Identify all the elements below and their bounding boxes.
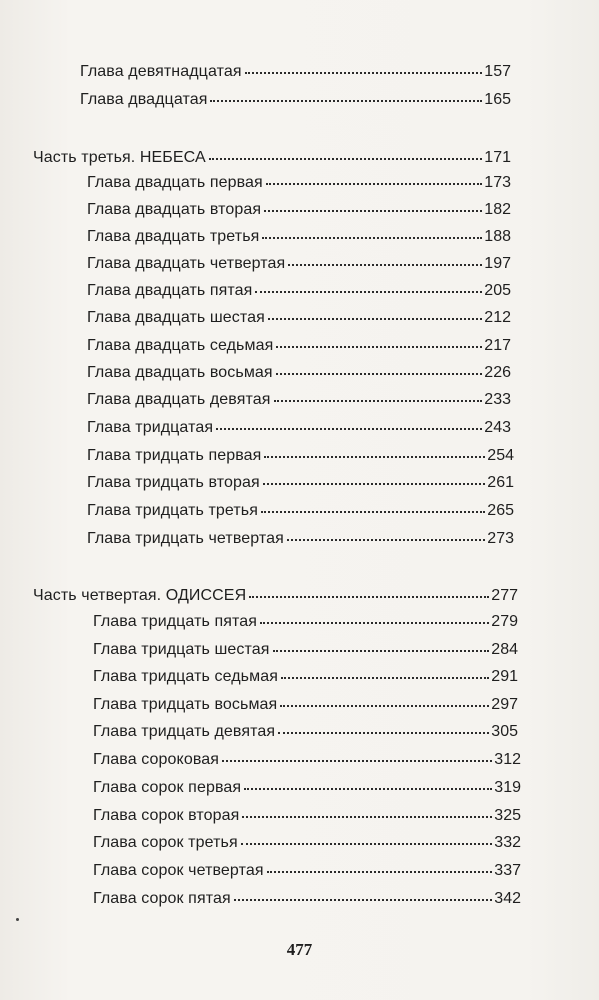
- toc-page-number: 197: [484, 255, 511, 272]
- toc-chapter-line: [87, 418, 511, 438]
- toc-title: Глава двадцать седьмая: [87, 337, 274, 354]
- toc-chapter-line: [87, 363, 511, 383]
- dot-leader: [234, 899, 493, 901]
- toc-page-number: 297: [491, 696, 518, 713]
- dot-leader: [273, 650, 490, 652]
- toc-title: Глава сорок пятая: [93, 890, 231, 907]
- toc-title: Часть третья. НЕБЕСА: [33, 149, 206, 166]
- toc-title: Глава тридцать шестая: [93, 641, 270, 658]
- toc-chapter-line: [87, 254, 511, 274]
- toc-page-number: 337: [494, 862, 521, 879]
- toc-chapter-line: [87, 200, 511, 220]
- dot-leader: [261, 511, 485, 513]
- toc-page-number: 173: [484, 174, 511, 191]
- toc-chapter-line: [93, 640, 518, 660]
- toc-title: Глава сорок вторая: [93, 807, 240, 824]
- toc-chapter-line: [87, 446, 514, 466]
- toc-chapter-line: [93, 722, 518, 742]
- dot-leader: [244, 788, 492, 790]
- toc-chapter-line: [80, 90, 511, 110]
- dot-leader: [263, 483, 486, 485]
- toc-chapter-line: [87, 390, 511, 410]
- dot-leader: [209, 158, 483, 160]
- toc-title: Глава двадцать четвертая: [87, 255, 286, 272]
- toc-page-number: 243: [484, 419, 511, 436]
- toc-chapter-line: [93, 778, 521, 798]
- toc-chapter-line: [93, 861, 521, 881]
- toc-title: Глава сороковая: [93, 751, 219, 768]
- toc-page-number: 212: [484, 309, 511, 326]
- toc-chapter-line: [87, 501, 514, 521]
- toc-chapter-line: [93, 833, 521, 853]
- toc-title: Глава двадцать восьмая: [87, 364, 273, 381]
- toc-page-number: 265: [487, 502, 514, 519]
- toc-page-number: 165: [484, 91, 511, 108]
- toc-chapter-line: [93, 889, 521, 909]
- toc-page-number: 254: [487, 447, 514, 464]
- toc-title: Глава девятнадцатая: [80, 63, 242, 80]
- dot-leader: [210, 100, 482, 102]
- page-number: 477: [286, 940, 313, 959]
- toc-title: Глава сорок четвертая: [93, 862, 264, 879]
- toc-title: Глава тридцать первая: [87, 447, 262, 464]
- dot-leader: [264, 456, 485, 458]
- dot-leader: [278, 732, 489, 734]
- toc-page-number: 261: [487, 474, 514, 491]
- toc-title: Глава двадцать девятая: [87, 391, 271, 408]
- dot-leader: [268, 318, 482, 320]
- dot-leader: [274, 400, 483, 402]
- toc-title: Глава тридцать восьмая: [93, 696, 278, 713]
- toc-page-number: 284: [491, 641, 518, 658]
- toc-page-number: 273: [487, 530, 514, 547]
- toc-title: Часть четвертая. ОДИССЕЯ: [33, 587, 247, 604]
- toc-title: Глава тридцать третья: [87, 502, 259, 519]
- toc-title: Глава тридцать седьмая: [93, 668, 278, 685]
- toc-chapter-line: [93, 695, 518, 715]
- dot-leader: [242, 816, 492, 818]
- toc-page-number: 277: [491, 587, 518, 604]
- toc-page-number: 233: [484, 391, 511, 408]
- dot-leader: [264, 210, 482, 212]
- toc-title: Глава сорок первая: [93, 779, 242, 796]
- toc-title: Глава тридцать вторая: [87, 474, 260, 491]
- dot-leader: [216, 428, 482, 430]
- print-speck: [16, 918, 19, 921]
- toc-page-number: 182: [484, 201, 511, 218]
- dot-leader: [276, 346, 482, 348]
- toc-page-number: 171: [484, 149, 511, 166]
- toc-chapter-line: [87, 336, 511, 356]
- toc-page-number: 157: [484, 63, 511, 80]
- toc-title: Глава тридцать пятая: [93, 613, 258, 630]
- dot-leader: [266, 183, 482, 185]
- dot-leader: [245, 72, 483, 74]
- toc-page-number: 305: [491, 723, 518, 740]
- toc-title: Глава двадцать третья: [87, 228, 260, 245]
- toc-chapter-line: [93, 750, 521, 770]
- toc-chapter-line: [93, 667, 518, 687]
- toc-chapter-line: [87, 227, 511, 247]
- dot-leader: [262, 237, 482, 239]
- toc-page-number: 226: [484, 364, 511, 381]
- toc-chapter-line: [87, 473, 514, 493]
- toc-title: Глава двадцать вторая: [87, 201, 262, 218]
- toc-title: Глава двадцать первая: [87, 174, 263, 191]
- toc-title: Глава тридцать четвертая: [87, 530, 284, 547]
- toc-page-number: 217: [484, 337, 511, 354]
- dot-leader: [287, 539, 485, 541]
- toc-page-number: 291: [491, 668, 518, 685]
- dot-leader: [249, 596, 489, 598]
- dot-leader: [267, 871, 493, 873]
- toc-title: Глава тридцатая: [87, 419, 214, 436]
- toc-page-number: 342: [494, 890, 521, 907]
- dot-leader: [222, 760, 492, 762]
- toc-page-number: 312: [494, 751, 521, 768]
- dot-leader: [281, 677, 489, 679]
- dot-leader: [276, 373, 483, 375]
- toc-title: Глава сорок третья: [93, 834, 238, 851]
- toc-part-line: [33, 586, 518, 606]
- toc-chapter-line: [93, 612, 518, 632]
- dot-leader: [280, 705, 489, 707]
- toc-part-line: [33, 148, 511, 168]
- toc-chapter-line: [93, 806, 521, 826]
- toc-page-number: 205: [484, 282, 511, 299]
- dot-leader: [255, 291, 482, 293]
- toc-chapter-line: [87, 173, 511, 193]
- toc-chapter-line: [87, 281, 511, 301]
- toc-title: Глава двадцатая: [80, 91, 208, 108]
- dot-leader: [241, 843, 493, 845]
- toc-title: Глава двадцать пятая: [87, 282, 253, 299]
- toc-title: Глава двадцать шестая: [87, 309, 265, 326]
- toc-page-number: 188: [484, 228, 511, 245]
- dot-leader: [288, 264, 482, 266]
- toc-chapter-line: [87, 308, 511, 328]
- toc-page-number: 279: [491, 613, 518, 630]
- toc-page-number: 332: [494, 834, 521, 851]
- toc-page-number: 319: [494, 779, 521, 796]
- toc-chapter-line: [87, 529, 514, 549]
- toc-page-number: 325: [494, 807, 521, 824]
- toc-title: Глава тридцать девятая: [93, 723, 276, 740]
- dot-leader: [260, 622, 489, 624]
- toc-chapter-line: [80, 62, 511, 82]
